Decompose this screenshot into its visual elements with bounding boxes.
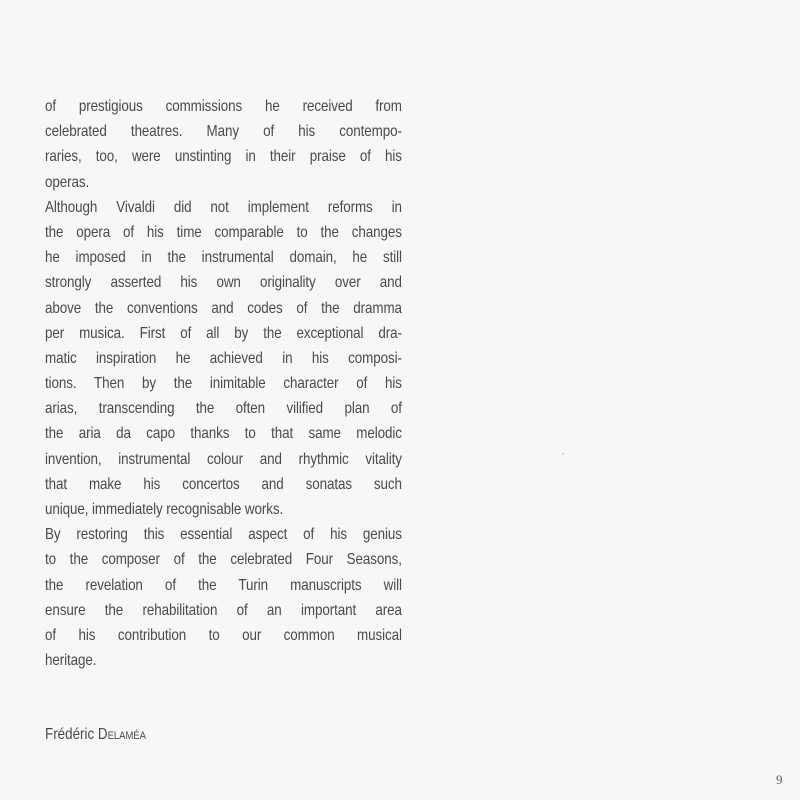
text-line: heritage. (45, 652, 97, 670)
text-line: the opera of his time comparable to the changes (45, 223, 402, 241)
text-line: operas. (45, 173, 90, 191)
paper-speck (562, 453, 564, 455)
text-line: raries, too, were unstinting in their praise of his (45, 148, 402, 166)
text-line: strongly asserted his own originality over and (45, 274, 402, 292)
text-line: tions. Then by the inimitable character of his (45, 375, 402, 393)
text-line: above the conventions and codes of the dramma (45, 299, 402, 317)
text-line: that make his concertos and sonatas such (45, 475, 402, 493)
text-line: Although Vivaldi did not implement reforms in (45, 198, 402, 216)
text-line: invention, instrumental colour and rhythmic vitality (45, 450, 402, 468)
text-line: ensure the rehabilitation of an important area (45, 601, 402, 619)
text-line: arias, transcending the often vilified plan of (45, 400, 402, 418)
text-line: per musica. First of all by the exceptional dra- (45, 324, 402, 342)
text-line: celebrated theatres. Many of his contempo- (45, 123, 402, 141)
text-line: the aria da capo thanks to that same melodic (45, 425, 402, 443)
text-line: of his contribution to our common musical (45, 626, 402, 644)
author-first-name: Frédéric (45, 726, 95, 743)
text-line: he imposed in the instrumental domain, he still (45, 249, 402, 267)
text-line: By restoring this essential aspect of his genius (45, 526, 402, 544)
author-last-name: Delaméa (97, 726, 146, 743)
body-text (45, 94, 402, 673)
text-line: the revelation of the Turin manuscripts will (45, 576, 402, 594)
text-line: to the composer of the celebrated Four Seasons, (45, 551, 402, 569)
text-line: unique, immediately recognisable works. (45, 501, 284, 518)
author-signature (45, 722, 146, 747)
page-number: 9 (776, 772, 783, 787)
text-line: matic inspiration he achieved in his composi- (45, 349, 402, 367)
text-line: of prestigious commissions he received from (45, 98, 402, 115)
